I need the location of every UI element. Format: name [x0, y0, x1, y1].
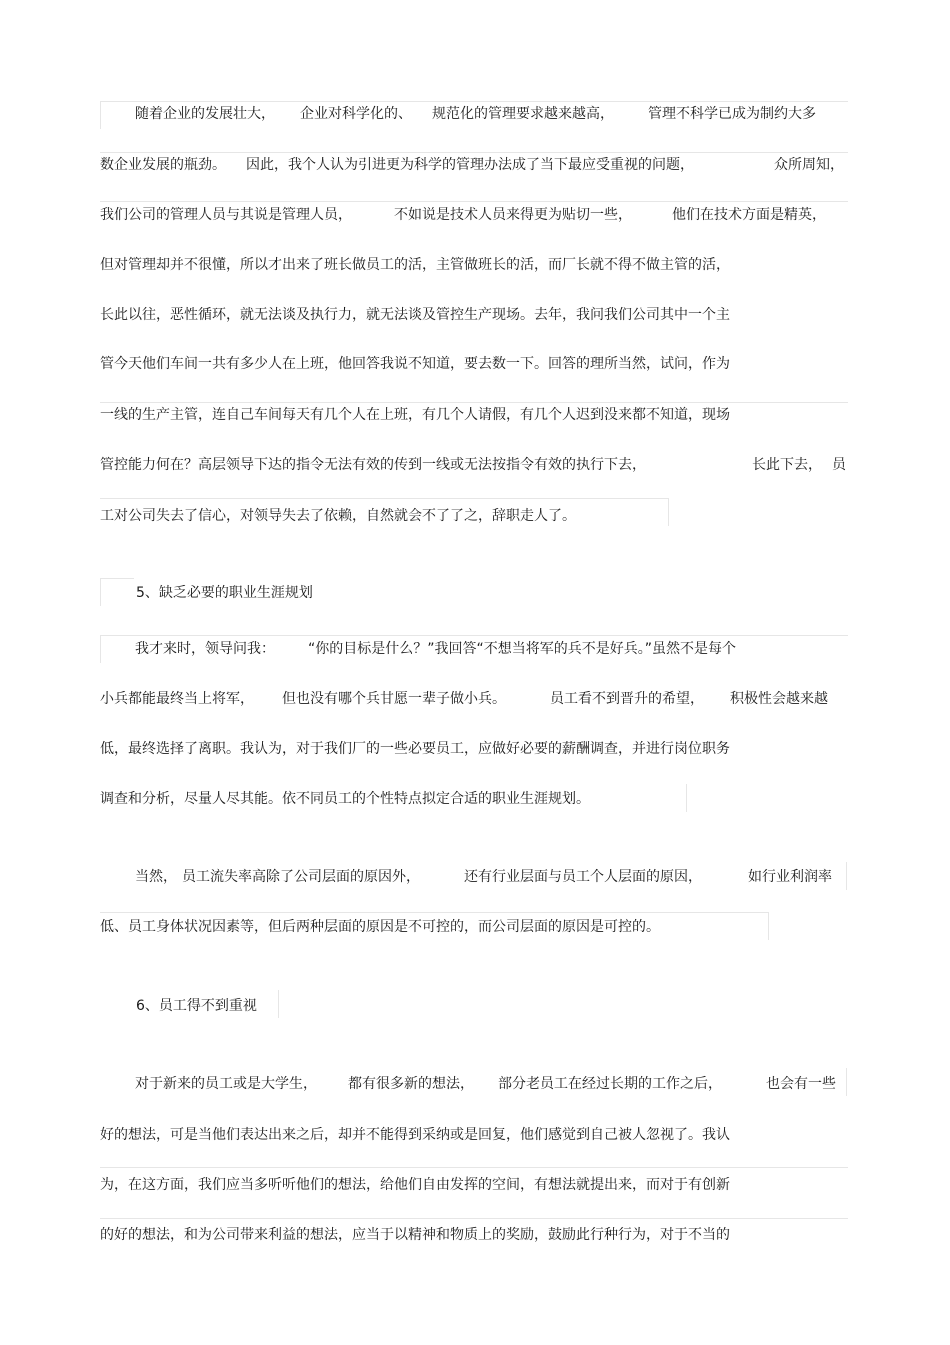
text-segment: 随着企业的发展壮大，: [135, 106, 275, 122]
text-segment: 因此，我个人认为引进更为科学的管理办法成了当下最应受重视的问题，: [246, 157, 694, 173]
text-segment: 规范化的管理要求越来越高，: [432, 106, 614, 122]
text-segment: 部分老员工在经过长期的工作之后，: [498, 1076, 722, 1092]
text-line: 低、员工身体状况因素等，但后两种层面的原因是不可控的，而公司层面的原因是可控的。: [100, 919, 660, 935]
faint-rule: [100, 101, 848, 102]
text-segment: 都有很多新的想法，: [348, 1076, 474, 1092]
faint-rule: [100, 201, 848, 202]
faint-rule: [100, 1167, 848, 1168]
text-line: 为，在这方面，我们应当多听听他们的想法，给他们自由发挥的空间，有想法就提出来，而对于有创新: [100, 1177, 730, 1193]
faint-rule: [100, 912, 768, 913]
text-line: 管今天他们车间一共有多少人在上班，他回答我说不知道，要去数一下。回答的理所当然，试问，作为: [100, 356, 730, 372]
faint-rule: [100, 635, 848, 636]
text-segment: 长此下去，: [752, 457, 822, 473]
text-segment: 还有行业层面与员工个人层面的原因，: [464, 869, 702, 885]
faint-rule: [100, 1218, 848, 1219]
text-line: 一线的生产主管，连自己车间每天有几个人在上班，有几个人请假，有几个人迟到没来都不知道，现场: [100, 407, 730, 423]
faint-rule: [100, 152, 848, 153]
faint-rule: [100, 578, 101, 606]
faint-rule: [668, 498, 669, 526]
text-segment: 如行业利润率: [748, 869, 832, 885]
text-line: 的好的想法，和为公司带来利益的想法，应当于以精神和物质上的奖励，鼓励此行种行为，对于不当的: [100, 1227, 730, 1243]
text-line: [100, 867, 848, 887]
text-segment: 我们公司的管理人员与其说是管理人员，: [100, 207, 352, 223]
text-segment: 但也没有哪个兵甘愿一辈子做小兵。: [282, 691, 506, 707]
text-segment: 员: [832, 457, 846, 473]
text-line: 好的想法，可是当他们表达出来之后，却并不能得到采纳或是回复，他们感觉到自己被人忽视了。我认: [100, 1127, 730, 1143]
text-line: 低，最终选择了离职。我认为，对于我们厂的一些必要员工，应做好必要的薪酬调查，并进行岗位职务: [100, 741, 730, 757]
text-line: [100, 455, 848, 475]
text-segment: 当然，: [135, 869, 177, 885]
text-segment: 小兵都能最终当上将军，: [100, 691, 254, 707]
text-line: [100, 155, 848, 175]
text-segment: 管理不科学已成为制约大多: [648, 106, 816, 122]
text-line: 工对公司失去了信心，对领导失去了依赖，自然就会不了了之，辞职走人了。: [100, 508, 576, 524]
text-segment: 不如说是技术人员来得更为贴切一些，: [394, 207, 632, 223]
text-segment: 他们在技术方面是精英，: [672, 207, 826, 223]
faint-rule: [100, 578, 134, 579]
faint-rule: [768, 912, 769, 940]
text-line: 调查和分析，尽量人尽其能。依不同员工的个性特点拟定合适的职业生涯规划。: [100, 791, 590, 807]
text-line: [100, 689, 848, 709]
section-heading-5: 5、缺乏必要的职业生涯规划: [136, 585, 313, 601]
text-line: [100, 104, 848, 124]
text-segment: 员工看不到晋升的希望，: [550, 691, 704, 707]
text-line: [100, 639, 848, 659]
text-segment: 员工流失率高除了公司层面的原因外，: [182, 869, 420, 885]
faint-rule: [100, 402, 848, 403]
text-segment: 众所周知，: [774, 157, 844, 173]
text-line: 长此以往，恶性循环，就无法谈及执行力，就无法谈及管控生产现场。去年，我问我们公司其中一个主: [100, 307, 730, 323]
text-segment: “你的目标是什么？”我回答“不想当将军的兵不是好兵。”虽然不是每个: [308, 641, 737, 657]
faint-rule: [278, 990, 279, 1018]
text-line: 但对管理却并不很懂，所以才出来了班长做员工的活，主管做班长的活，而厂长就不得不做主管的活，: [100, 257, 730, 273]
faint-rule: [686, 784, 687, 812]
text-segment: 企业对科学化的、: [300, 106, 412, 122]
text-line: [100, 1074, 848, 1094]
text-segment: 数企业发展的瓶劲。: [100, 157, 226, 173]
text-segment: 我才来时，领导问我：: [135, 641, 275, 657]
text-segment: 积极性会越来越: [730, 691, 828, 707]
text-segment: 管控能力何在？高层领导下达的指令无法有效的传到一线或无法按指令有效的执行下去，: [100, 457, 646, 473]
section-heading-6: 6、员工得不到重视: [136, 998, 257, 1014]
text-line: [100, 205, 848, 225]
text-segment: 也会有一些: [766, 1076, 836, 1092]
faint-rule: [100, 498, 668, 499]
text-segment: 对于新来的员工或是大学生，: [135, 1076, 317, 1092]
